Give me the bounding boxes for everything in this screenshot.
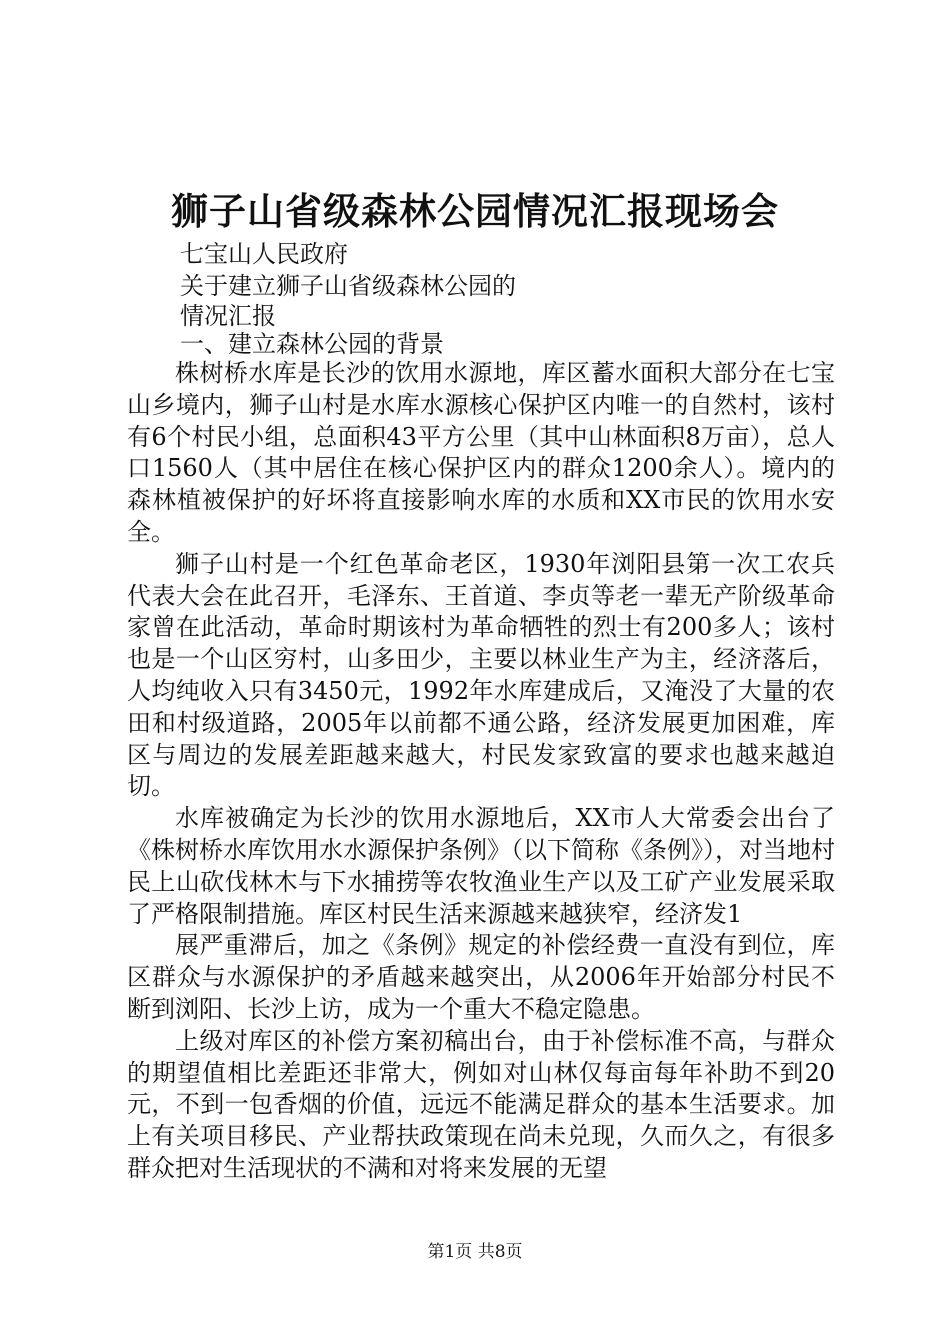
paragraph: 展严重滞后，加之《条例》规定的补偿经费一直没有到位，库区群众与水源保护的矛盾越来越突出，从2006年开始部分村民不断到浏阳、长沙上访，成为一个重大不稳定隐患。 [127,931,835,1023]
page-footer: 第1页 共8页 [427,1242,523,1262]
document-title: 狮子山省级森林公园情况汇报现场会 [171,189,779,233]
document-body [127,358,835,1185]
report-type-line: 情况汇报 [180,302,276,330]
paragraph: 水库被确定为长沙的饮用水源地后，XX市人大常委会出台了《株树桥水库饮用水水源保护条例》（以下简称《条例》），对当地村民上山砍伐林木与下水捕捞等农牧渔业生产以及工矿产业发展采取了严格限制措施。库区村民生活来源越来越狭窄，经济发1 [127,804,835,928]
paragraph: 株树桥水库是长沙的饮用水源地，库区蓄水面积大部分在七宝山乡境内，狮子山村是水库水源核心保护区内唯一的自然村，该村有6个村民小组，总面积43平方公里（其中山林面积8万亩），总人口1560人（其中居住在核心保护区内的群众1200余人）。境内的森林植被保护的好坏将直接影响水库的水质和XX市民的饮用水安全。 [127,359,835,546]
paragraph: 狮子山村是一个红色革命老区，1930年浏阳县第一次工农兵代表大会在此召开，毛泽东、王首道、李贞等老一辈无产阶级革命家曾在此活动，革命时期该村为革命牺牲的烈士有200多人；该村也是一个山区穷村，山多田少，主要以林业生产为主，经济落后，人均纯收入只有3450元，1992年水库建成后，又淹没了大量的农田和村级道路，2005年以前都不通公路，经济发展更加困难，库区与周边的发展差距越来越大，村民发家致富的要求也越来越迫切。 [127,549,835,801]
issuer-line: 七宝山人民政府 [180,240,348,268]
paragraph: 上级对库区的补偿方案初稿出台，由于补偿标准不高，与群众的期望值相比差距还非常大，例如对山林仅每亩每年补助不到20元，不到一包香烟的价值，远远不能满足群众的基本生活要求。加上有关项目移民、产业帮扶政策现在尚未兑现，久而久之，有很多群众把对生活现状的不满和对将来发展的无望 [127,1026,835,1182]
section-heading: 一、建立森林公园的背景 [180,330,444,358]
subject-line: 关于建立狮子山省级森林公园的 [180,272,516,300]
